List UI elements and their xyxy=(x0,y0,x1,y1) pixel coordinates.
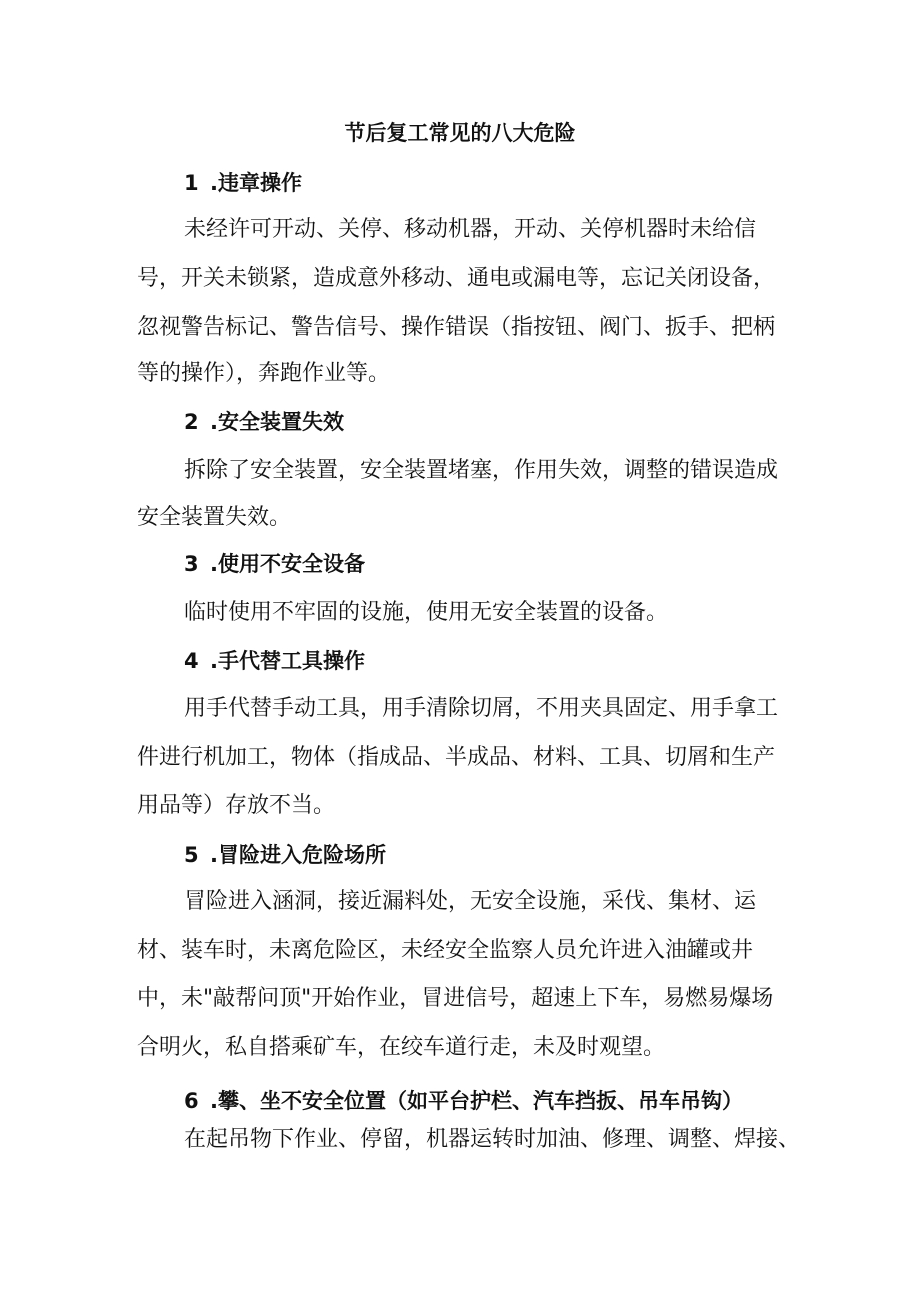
paragraph-line: 用手代替手动工具，用手清除切屑，不用夹具固定、用手拿工 xyxy=(184,696,779,721)
section-heading xyxy=(184,407,344,437)
page-title: 节后复工常见的八大危险 xyxy=(344,121,576,145)
paragraph-line: 忽视警告标记、警告信号、操作错误（指按钮、阀门、扳手、把柄 xyxy=(137,315,776,340)
paragraph-line: 未经许可开动、关停、移动机器，开动、关停机器时未给信 xyxy=(184,217,757,242)
section-title: .安全装置失效 xyxy=(210,410,344,434)
section-heading xyxy=(184,646,365,676)
section-heading xyxy=(184,168,302,198)
section-title: .违章操作 xyxy=(210,171,302,195)
paragraph-line: 安全装置失效。 xyxy=(137,505,292,530)
paragraph-line: 拆除了安全装置，安全装置堵塞，作用失效，调整的错误造成 xyxy=(184,458,779,483)
section-number: 5 xyxy=(184,843,199,867)
section-title: .手代替工具操作 xyxy=(210,649,365,673)
section-number: 6 xyxy=(184,1089,199,1113)
paragraph-line: 中，未"敲帮问顶"开始作业，冒进信号，超速上下车，易燃易爆场 xyxy=(137,986,774,1011)
section-heading xyxy=(184,549,365,579)
paragraph-line: 在起吊物下作业、停留，机器运转时加油、修理、调整、焊接、 xyxy=(184,1127,801,1152)
section-heading xyxy=(184,840,386,870)
paragraph-line: 材、装车时，未离危险区，未经安全监察人员允许进入油罐或井 xyxy=(137,938,754,963)
section-title: .攀、坐不安全位置（如平台护栏、汽车挡扳、吊车吊钩） xyxy=(210,1089,743,1113)
section-heading xyxy=(184,1086,743,1116)
section-number: 4 xyxy=(184,649,199,673)
section-number: 1 xyxy=(184,171,199,195)
section-number: 3 xyxy=(184,552,199,576)
paragraph-line: 号，开关未锁紧，造成意外移动、通电或漏电等，忘记关闭设备， xyxy=(137,266,776,291)
paragraph-line: 临时使用不牢固的设施，使用无安全装置的设备。 xyxy=(184,600,669,625)
section-title: .冒险进入危险场所 xyxy=(210,843,386,867)
paragraph-line: 等的操作），奔跑作业等。 xyxy=(137,361,391,386)
paragraph-line: 冒险进入涵洞，接近漏料处，无安全设施，采伐、集材、运 xyxy=(184,889,757,914)
paragraph-line: 用品等）存放不当。 xyxy=(137,793,336,818)
section-number: 2 xyxy=(184,410,199,434)
paragraph-line: 件进行机加工，物体（指成品、半成品、材料、工具、切屑和生产 xyxy=(137,745,776,770)
paragraph-line: 合明火，私自搭乘矿车，在绞车道行走，未及时观望。 xyxy=(137,1035,666,1060)
section-title: .使用不安全设备 xyxy=(210,552,365,576)
